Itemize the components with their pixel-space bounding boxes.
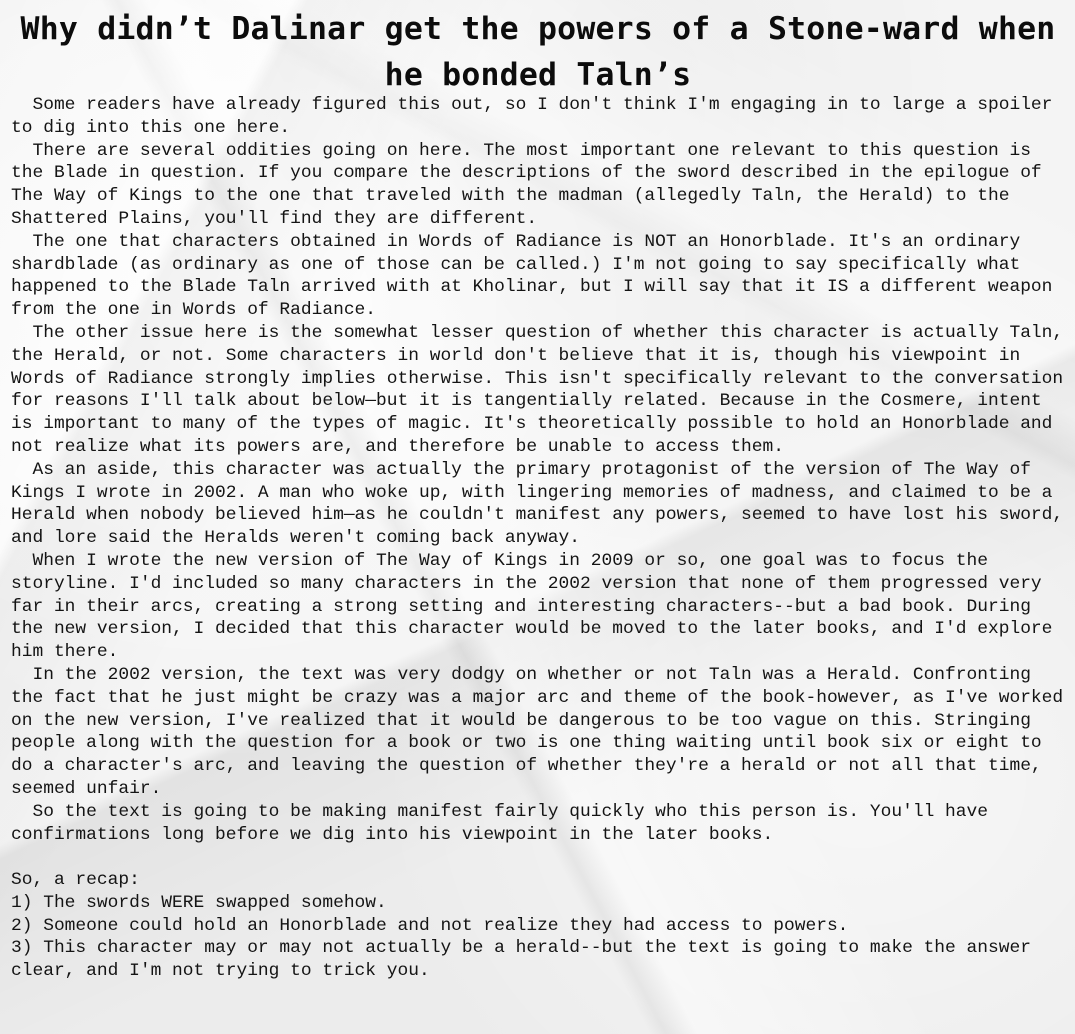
paragraph: When I wrote the new version of The Way of Kings in 2009 or so, one goal was to focus the storyline. I'd included so many characters in the 2002 version that none of them progressed very far in their arcs, creating a strong setting and interesting characters--but a bad book. During the new version, I decided that this character would be moved to the later books, and I'd explore him there. — [11, 550, 1053, 663]
paragraph: The one that characters obtained in Words of Radiance is NOT an Honorblade. It's an ordinary shardblade (as ordinary as one of those can be called.) I'm not going to say specifically what happened to the Blade Taln arrived with at Kholinar, but I will say that it IS a different weapon from the one in Words of Radiance. — [11, 231, 1053, 321]
spacer — [11, 846, 1065, 869]
page-title: Why didn’t Dalinar get the powers of a Stone-ward when he bonded Taln’s — [20, 11, 1056, 93]
article-body — [11, 94, 1065, 983]
recap-section — [11, 869, 1065, 983]
paragraph: So the text is going to be making manifest fairly quickly who this person is. You'll have confirmations long before we dig into his viewpoint in the later books. — [11, 801, 988, 845]
recap-item: 3) This character may or may not actually be a herald--but the text is going to make the answer clear, and I'm not trying to trick you. — [11, 938, 1031, 982]
paragraph: In the 2002 version, the text was very dodgy on whether or not Taln was a Herald. Confronting the fact that he just might be crazy was a major arc and theme of the book-however, as I've worked on the new version, I've realized that it would be dangerous to be too vague on this. Stringing people along with the question for a book or two is one thing waiting until book six or eight to do a character's arc, and leaving the question of whether they're a herald or not all that time, seemed unfair. — [11, 664, 1064, 799]
paragraph: There are several oddities going on here. The most important one relevant to this question is the Blade in question. If you compare the descriptions of the sword described in the epilogue of The Way of Kings to the one that traveled with the madman (allegedly Taln, the Herald) to the Shattered Plains, you'll find they are different. — [11, 140, 1042, 229]
recap-item: 2) Someone could hold an Honorblade and not realize they had access to powers. — [11, 915, 849, 936]
paragraph: The other issue here is the somewhat lesser question of whether this character is actually Taln, the Herald, or not. Some characters in world don't believe that it is, though his viewpoint in Words of Radiance strongly implies otherwise. This isn't specifically relevant to the conversation for reasons I'll talk about below—but it is tangentially related. Because in the Cosmere, intent is important to many of the types of magic. It's theoretically possible to hold an Honorblade and not realize what its powers are, and therefore be unable to access them. — [11, 322, 1064, 457]
recap-item: 1) The swords WERE swapped somehow. — [11, 892, 387, 913]
paragraph: Some readers have already figured this out, so I don't think I'm engaging in to large a spoiler to dig into this one here. — [11, 95, 1053, 138]
recap-heading: So, a recap: — [11, 870, 140, 891]
paragraph: As an aside, this character was actually the primary protagonist of the version of The Way of Kings I wrote in 2002. A man who woke up, with lingering memories of madness, and claimed to be a Herald when nobody believed him—as he couldn't manifest any powers, seemed to have lost his sword, and lore said the Heralds weren't coming back anyway. — [11, 459, 1064, 549]
